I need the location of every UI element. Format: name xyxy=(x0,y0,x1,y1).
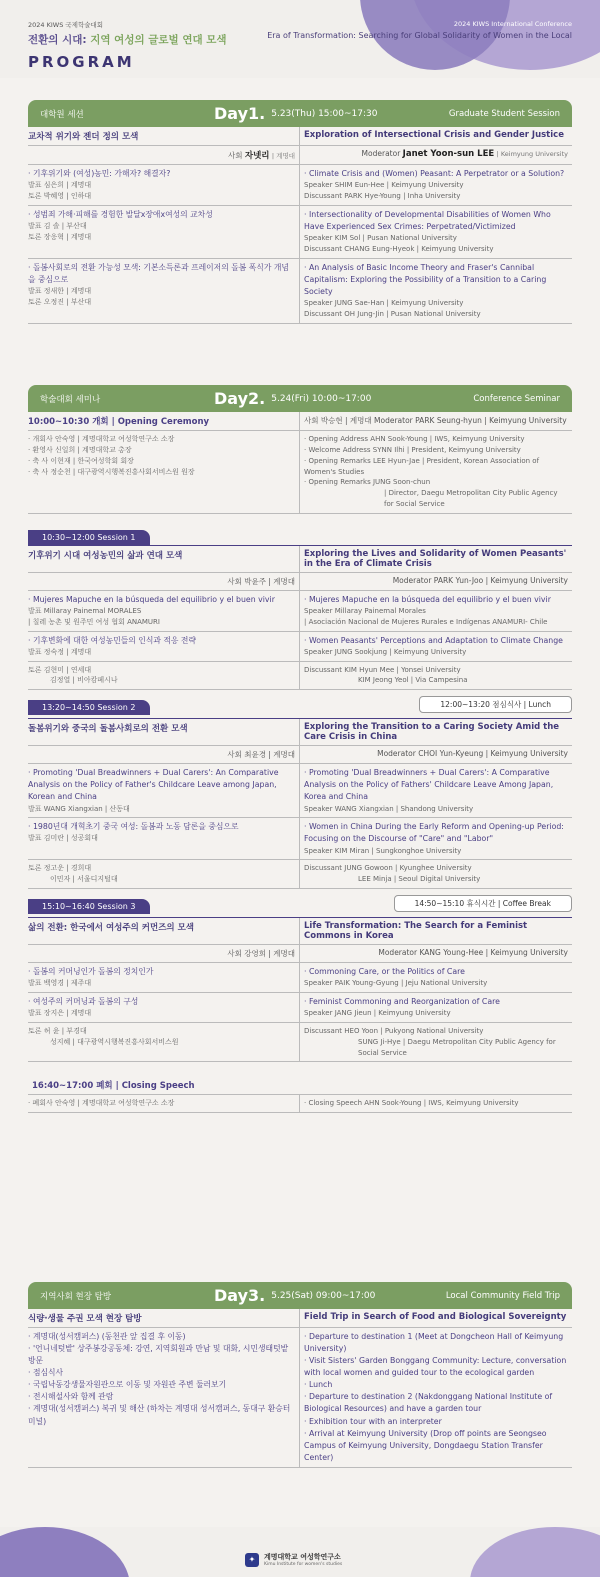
discussant-row: 토론 정고운 | 경희대 이민자 | 서울디지털대 Discussant JUNG Gowoon | Kyunghee University LEE Minja | Seoul Digital University xyxy=(28,860,572,889)
session1-label: 10:30~12:00 Session 1 xyxy=(28,530,150,545)
trip-item: · Arrival at Keimyung University (Drop off points are Seongseo Campus of Keimyung University, Dongdaegu Station Transfer Center) xyxy=(304,1428,547,1462)
session2-label: 13:20~14:50 Session 2 xyxy=(28,700,150,715)
session3-label: 15:10~16:40 Session 3 xyxy=(28,899,150,914)
discussant-row: 토론 김현미 | 연세대 김정열 | 비아캄페시나 Discussant KIM Hyun Mee | Yonsei University KIM Jeong Yeol | Via Campesina xyxy=(28,662,572,691)
moderator-row: 사회 박윤주 | 계명대 Moderator PARK Yun-Joo | Keimyung University xyxy=(28,573,572,591)
trip-item: · 국립낙동강생물자원관으로 이동 및 자원관 주변 둘러보기 xyxy=(28,1380,227,1390)
decor-circle xyxy=(0,1527,130,1577)
trip-item: · Exhibition tour with an interpreter xyxy=(304,1416,442,1426)
discussant-row: 토론 허 윤 | 부경대 성지혜 | 대구광역시행복진흥사회서비스원 Discussant HEO Yoon | Pukyong National University SUNG Ji-Hye | Daegu Metropolitan City Public Agency for Social Service xyxy=(28,1023,572,1063)
session-title-row: 교차적 위기와 젠더 정의 모색 Exploration of Intersectional Crisis and Gender Justice xyxy=(28,127,572,146)
day2-section xyxy=(28,385,572,1113)
institute-logo: ✦ 계명대학교 여성학연구소 Kimu Institute for women's studies xyxy=(245,1552,342,1567)
presentation-row: · 성범죄 가해·피해를 경험한 발달x장애x여성의 교차성 발표 김 솔 | 부산대 토론 장응혁 | 계명대 · Intersectionality of Developmental Disabilities of Women Who Have Experienced Sex Crimes: Perpetrated/Victimized Speaker KIM Sol | Pusan National University Discussant CHANG Eung-Hyeok | Keimyung University xyxy=(28,206,572,259)
day1-banner: 대학원 세션 Day1. 5.23(Thu) 15:00~17:30 Graduate Student Session xyxy=(28,100,572,127)
presentation-row: · 돌봄의 커머닝인가 돌봄의 정치인가 발표 백영경 | 제주대 · Commoning Care, or the Politics of Care Speaker PAIK Young-Gyung | Jeju National University xyxy=(28,963,572,993)
trip-item: · 전시해설사와 함께 관람 xyxy=(28,1392,114,1402)
presentation-row: · 1980년대 개혁초기 중국 여성: 돌봄과 노동 담론을 중심으로 발표 김미란 | 성공회대 · Women in China During the Early Reform and Opening-up Period: Focusing on the Discourse of "Care" and "Labor" Speaker KIM Miran | Sungkonghoe University xyxy=(28,818,572,860)
day2-banner: 학술대회 세미나 Day2. 5.24(Fri) 10:00~17:00 Conference Seminar xyxy=(28,385,572,412)
emblem-icon: ✦ xyxy=(245,1553,259,1567)
session-title-row: 돌봄위기와 중국의 돌봄사회로의 전환 모색 Exploring the Transition to a Caring Society Amid the Care Crisis in China xyxy=(28,718,572,746)
trip-item: · Visit Sisters' Garden Bonggang Community: Lecture, conversation with local women and guided tour to the ecological garden xyxy=(304,1356,567,1378)
closing-row: · 폐회사 안숙영 | 계명대학교 여성학연구소 소장 · Closing Speech AHN Sook-Young | IWS, Keimyung University xyxy=(28,1095,572,1113)
moderator-row: 사회 최윤경 | 계명대 Moderator CHOI Yun-Kyeung | Keimyung University xyxy=(28,746,572,764)
trip-item: · 계명대(성서캠퍼스) (동천관 앞 집결 후 이동) xyxy=(28,1332,186,1341)
presentation-row: · Mujeres Mapuche en la búsqueda del equilibrio y el buen vivir 발표 Millaray Painemal MORALES | 칠레 농촌 및 원주민 여성 협회 ANAMURI · Mujeres Mapuche en la búsqueda del equilibrio y el buen vivir Speaker Millaray Painemal Morales | Asociación Nacional de Mujeres Rurales e Indígenas ANAMURI- Chile xyxy=(28,591,572,632)
day3-banner: 지역사회 현장 탐방 Day3. 5.25(Sat) 09:00~17:00 Local Community Field Trip xyxy=(28,1282,572,1309)
session-title-row: 삶의 전환: 한국에서 여성주의 커먼즈의 모색 Life Transformation: The Search for a Feminist Commons in Korea xyxy=(28,917,572,945)
program-heading: PROGRAM xyxy=(28,53,135,71)
day1-section xyxy=(28,100,572,324)
lunch-box: 12:00~13:20 점심식사 | Lunch xyxy=(419,696,572,713)
conference-label-en: 2024 KIWS International Conference xyxy=(453,20,572,28)
conference-label-ko: 2024 KIWS 국제학술대회 xyxy=(28,21,104,29)
opening-speeches: · 개회사 안숙영 | 계명대학교 여성학연구소 소장 · 환영사 신일희 | 계명대학교 총장 · 축 사 이현재 | 한국여성학회 회장 · 축 사 정순천 | 대구광역시행복진흥사회서비스원 원장 · Opening Address AHN Sook-Young | IWS, Keimyung University · Welcome Address SYNN Ilhi | President, Keimyung University · Opening Remarks LEE Hyun-Jae | President, Korean Association of Women's Studies · Opening Remarks JUNG Soon-chun | Director, Daegu Metropolitan City Public Agency for Social Service xyxy=(28,431,572,514)
presentation-row: · 기후위기와 (여성)농민: 가해자? 해결자? 발표 심은희 | 계명대 토론 박혜영 | 인하대 · Climate Crisis and (Women) Peasant: A Perpetrator or a Solution? Speaker SHIM Eun-Hee | Keimyung University Discussant PARK Hye-Young | Inha University xyxy=(28,165,572,206)
conference-title-ko: 전환의 시대: 지역 여성의 글로벌 연대 모색 xyxy=(28,34,227,46)
fieldtrip-list xyxy=(28,1328,572,1468)
trip-item: · 점심식사 xyxy=(28,1368,64,1378)
day3-section xyxy=(28,1282,572,1468)
trip-item: · Departure to destination 1 (Meet at Dongcheon Hall of Keimyung University) xyxy=(304,1332,564,1354)
closing-title-row: 16:40~17:00 폐회 | Closing Speech xyxy=(28,1076,572,1095)
moderator-row: 사회 자넷리 | 계명대 Moderator Janet Yoon-sun LEE | Keimyung University xyxy=(28,146,572,165)
session-title-row: 기후위기 시대 여성농민의 삶과 연대 모색 Exploring the Lives and Solidarity of Women Peasants' in the Era of Climate Crisis xyxy=(28,545,572,573)
break-box: 14:50~15:10 휴식시간 | Coffee Break xyxy=(394,895,572,912)
presentation-row: · 기후변화에 대한 여성농민들의 인식과 적응 전략 발표 정숙정 | 계명대 · Women Peasants' Perceptions and Adaptation to Climate Change Speaker JUNG Sookjung | Keimyung University xyxy=(28,632,572,662)
opening-row: 10:00~10:30 개회 | Opening Ceremony 사회 박승현 | 계명대 Moderator PARK Seung-hyun | Keimyung University xyxy=(28,412,572,431)
decor-circle xyxy=(470,1527,600,1577)
footer xyxy=(0,1527,600,1577)
presentation-row: · Promoting 'Dual Breadwinners + Dual Carers': An Comparative Analysis on the Policy of Father's Childcare Leave among Japan, Korean and China 발표 WANG Xiangxian | 산동대 · Promoting 'Dual Breadwinners + Dual Carers': A Comparative Analysis on the Policy of Fathers' Childcare Leave Among Japan, Korea and China Speaker WANG Xiangxian | Shandong University xyxy=(28,764,572,818)
trip-item: · 계명대(성서캠퍼스) 복귀 및 해산 (하차는 계명대 성서캠퍼스, 동대구 환승터미널) xyxy=(28,1404,291,1426)
moderator-row: 사회 강영희 | 계명대 Moderator KANG Young-Hee | Keimyung University xyxy=(28,945,572,963)
trip-item: · Lunch xyxy=(304,1380,333,1390)
conference-title-en: Era of Transformation: Searching for Global Solidarity of Women in the Local xyxy=(267,31,572,40)
trip-item: · Departure to destination 2 (Nakdonggang National Institute of Biological Resources) and have a garden tour xyxy=(304,1392,553,1414)
trip-item: · '언니네텃밭' 상주봉강공동체: 강연, 지역회원과 만남 및 대화, 시민생태텃밭 방문 xyxy=(28,1344,289,1366)
presentation-row: · 돌봄사회로의 전환 가능성 모색: 기본소득론과 프레이저의 돌봄 폭식가 개념을 중심으로 발표 정새한 | 계명대 토론 오정진 | 부산대 · An Analysis of Basic Income Theory and Fraser's Cannibal Capitalism: Exploring the Possibility of a Transition to a Caring Society Speaker JUNG Sae-Han | Keimyung University Discussant OH Jung-Jin | Pusan National University xyxy=(28,259,572,324)
presentation-row: · 여성주의 커머닝과 돌봄의 구성 발표 장지은 | 계명대 · Feminist Commoning and Reorganization of Care Speaker JANG Jieun | Keimyung University xyxy=(28,993,572,1023)
session-title-row: 식량·생물 주권 모색 현장 탐방 Field Trip in Search of Food and Biological Sovereignty xyxy=(28,1309,572,1328)
header xyxy=(0,0,600,78)
